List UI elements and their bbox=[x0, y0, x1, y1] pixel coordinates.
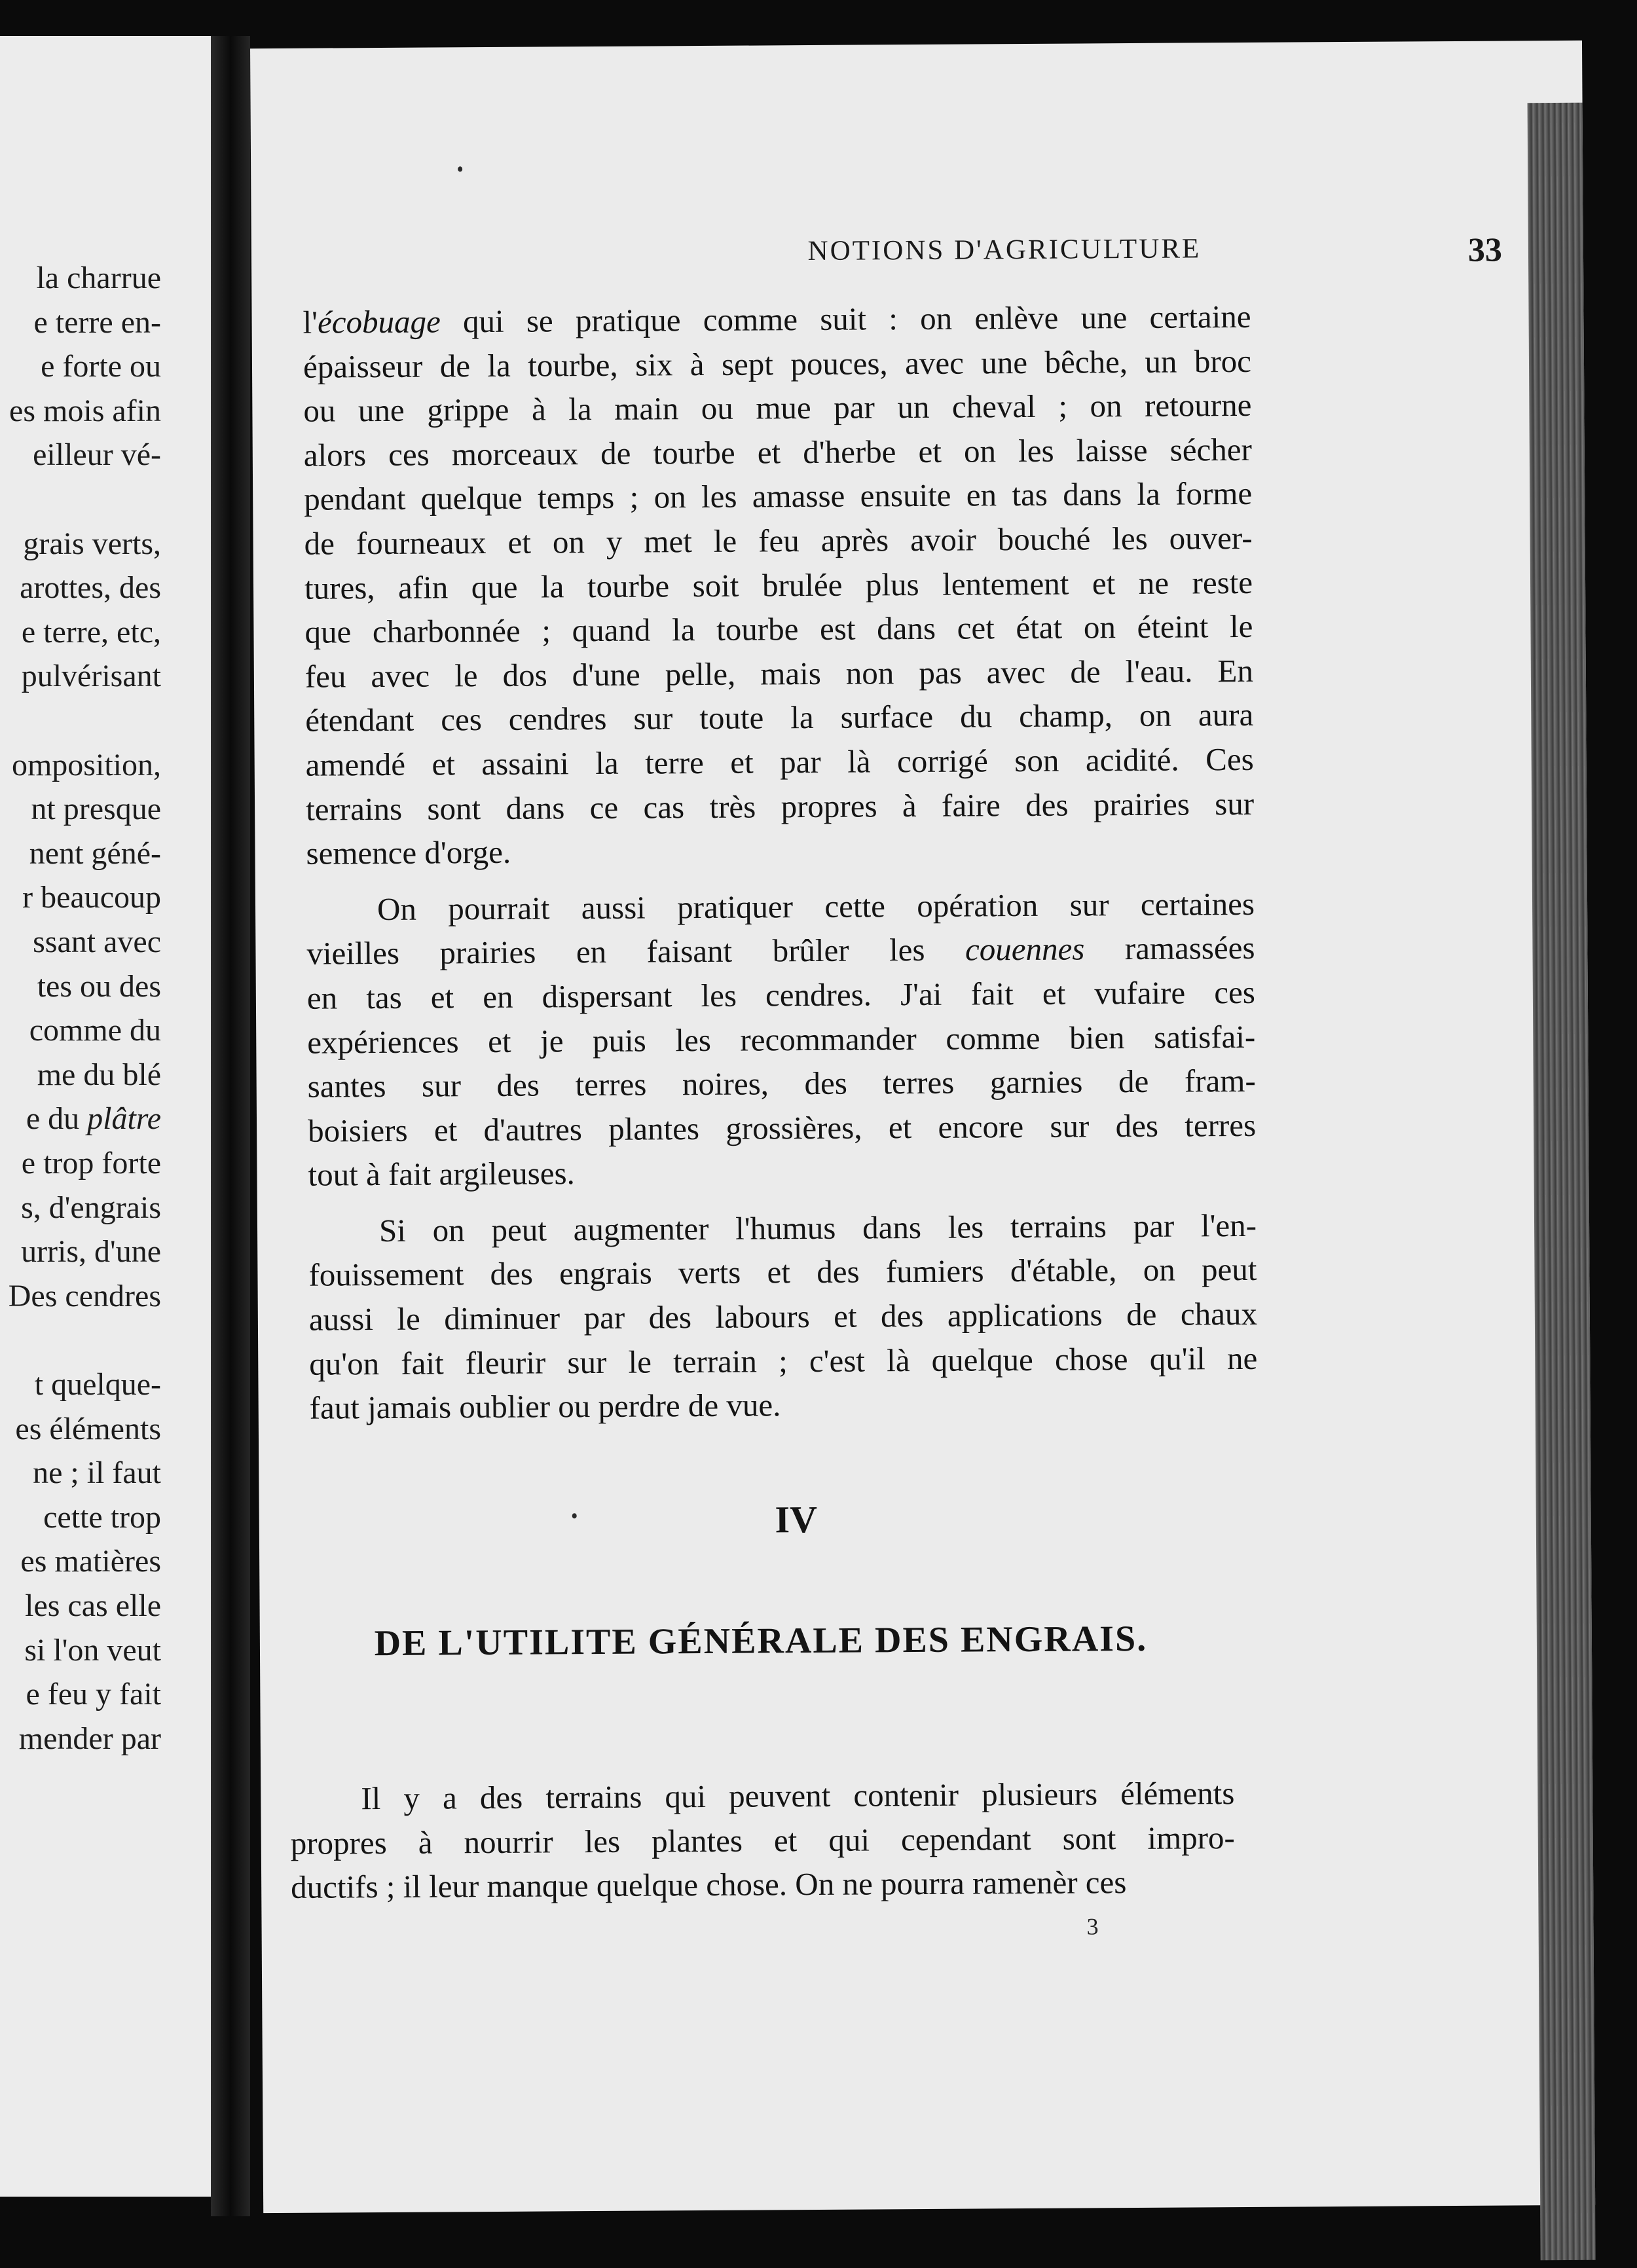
previous-page-line: es matières bbox=[20, 1544, 161, 1579]
previous-page-line: Des cendres bbox=[8, 1278, 161, 1313]
previous-page-line: e forte ou bbox=[41, 349, 161, 384]
text-line: semence d'orge. bbox=[306, 833, 511, 871]
previous-page-line: si l'on veut bbox=[24, 1632, 161, 1668]
text-line: On pourrait aussi pratiquer cette opération sur certaines bbox=[377, 885, 1255, 927]
previous-page-line: eilleur vé- bbox=[33, 437, 161, 473]
previous-page-line: comme du bbox=[29, 1013, 161, 1048]
body-text bbox=[303, 295, 1258, 1431]
previous-page-line: ne ; il faut bbox=[33, 1455, 161, 1491]
section-title: DE L'UTILITE GÉNÉRALE DES ENGRAIS. bbox=[374, 1618, 1148, 1664]
text-line: ductifs ; il leur manque quelque chose. On ne pourra ramenèr ces bbox=[291, 1864, 1127, 1906]
previous-page bbox=[0, 36, 211, 2197]
text-line: Si on peut augmenter l'humus dans les terrains par l'en- bbox=[378, 1207, 1257, 1249]
signature-mark: 3 bbox=[1086, 1913, 1099, 1940]
text-line: tout à fait argileuses. bbox=[308, 1155, 576, 1193]
running-title: NOTIONS D'AGRICULTURE bbox=[807, 233, 1202, 267]
previous-page-line: mender par bbox=[18, 1721, 161, 1756]
previous-page-line: ssant avec bbox=[33, 924, 161, 959]
text-line: l'écobuage qui se pratique comme suit : on enlève une certaine bbox=[303, 298, 1251, 340]
previous-page-line: les cas elle bbox=[25, 1588, 161, 1623]
previous-page-line: nent géné- bbox=[29, 835, 161, 871]
print-speck bbox=[458, 166, 462, 172]
previous-page-line: e terre, etc, bbox=[21, 614, 161, 649]
text-line: aussi le diminuer par des labours et des applications de chaux bbox=[308, 1295, 1258, 1338]
previous-page-line: me du blé bbox=[37, 1057, 161, 1092]
book-gutter bbox=[211, 36, 250, 2216]
book-page bbox=[250, 41, 1595, 2213]
text-line: de fourneaux et on y met le feu après avoir bouché les ouver- bbox=[304, 519, 1253, 562]
paragraph bbox=[290, 1771, 1235, 1910]
previous-page-line: t quelque- bbox=[34, 1367, 161, 1402]
text-line: en tas et en dispersant les cendres. J'ai fait et vufaire ces bbox=[306, 974, 1256, 1016]
paragraph bbox=[303, 295, 1254, 876]
text-line: feu avec le dos d'une pelle, mais non pas avec de l'eau. En bbox=[304, 652, 1254, 695]
text-line: propres à nourrir les plantes et qui cependant sont impro- bbox=[290, 1819, 1235, 1861]
body-text-section-iv bbox=[290, 1771, 1235, 1910]
previous-page-line: es éléments bbox=[15, 1411, 161, 1446]
previous-page-line: nt presque bbox=[31, 792, 161, 827]
text-line: pendant quelque temps ; on les amasse ensuite en tas dans la forme bbox=[304, 475, 1253, 518]
print-speck bbox=[572, 1513, 577, 1518]
previous-page-line: es mois afin bbox=[9, 393, 161, 428]
text-line: qu'on fait fleurir sur le terrain ; c'est là quelque chose qu'il ne bbox=[309, 1340, 1258, 1382]
previous-page-line: urris, d'une bbox=[21, 1234, 161, 1270]
text-line: tures, afin que la tourbe soit brulée plus lentement et ne reste bbox=[304, 564, 1253, 606]
text-line: que charbonnée ; quand la tourbe est dans cet état on éteint le bbox=[304, 608, 1253, 650]
text-line: Il y a des terrains qui peuvent contenir plusieurs éléments bbox=[361, 1775, 1235, 1817]
text-line: ou une grippe à la main ou mue par un cheval ; on retourne bbox=[303, 387, 1252, 429]
previous-page-line: e feu y fait bbox=[26, 1677, 161, 1712]
previous-page-line: e terre en- bbox=[33, 304, 161, 340]
previous-page-line: la charrue bbox=[36, 261, 161, 295]
text-line: alors ces morceaux de tourbe et d'herbe et on les laisse sécher bbox=[303, 431, 1252, 473]
previous-page-line: r beaucoup bbox=[22, 880, 161, 915]
text-line: faut jamais oublier ou perdre de vue. bbox=[309, 1387, 781, 1426]
page-edges bbox=[1528, 103, 1596, 2260]
previous-page-line: s, d'engrais bbox=[21, 1190, 161, 1225]
section-number: IV bbox=[775, 1497, 818, 1541]
paragraph bbox=[308, 1203, 1258, 1431]
text-line: étendant ces cendres sur toute la surface du champ, on aura bbox=[305, 697, 1254, 739]
previous-page-line: e du plâtre bbox=[26, 1101, 161, 1137]
page-number: 33 bbox=[1467, 231, 1503, 269]
previous-page-line: grais verts, bbox=[23, 526, 161, 561]
previous-page-line: cette trop bbox=[43, 1499, 161, 1535]
text-line: épaisseur de la tourbe, six à sept pouces, avec une bêche, un broc bbox=[303, 342, 1252, 385]
previous-page-line: tes ou des bbox=[37, 968, 161, 1004]
previous-page-line: arottes, des bbox=[20, 570, 161, 606]
previous-page-line: pulvérisant bbox=[21, 659, 161, 694]
text-line: vieilles prairies en faisant brûler les couennes ramassées bbox=[306, 930, 1255, 972]
text-line: santes sur des terres noires, des terres garnies de fram- bbox=[307, 1062, 1256, 1105]
text-line: boisiers et d'autres plantes grossières, et encore sur des terres bbox=[307, 1107, 1257, 1149]
text-line: expériences et je puis les recommander comme bien satisfai- bbox=[307, 1018, 1256, 1061]
text-line: fouissement des engrais verts et des fumiers d'étable, on peut bbox=[308, 1251, 1257, 1294]
running-head bbox=[612, 231, 1502, 282]
text-line: terrains sont dans ce cas très propres à faire des prairies sur bbox=[305, 785, 1255, 828]
previous-page-line: e trop forte bbox=[21, 1146, 161, 1180]
previous-page-line: omposition, bbox=[11, 747, 161, 782]
text-line: amendé et assaini la terre et par là corrigé son acidité. Ces bbox=[305, 741, 1254, 783]
paragraph bbox=[306, 882, 1257, 1198]
